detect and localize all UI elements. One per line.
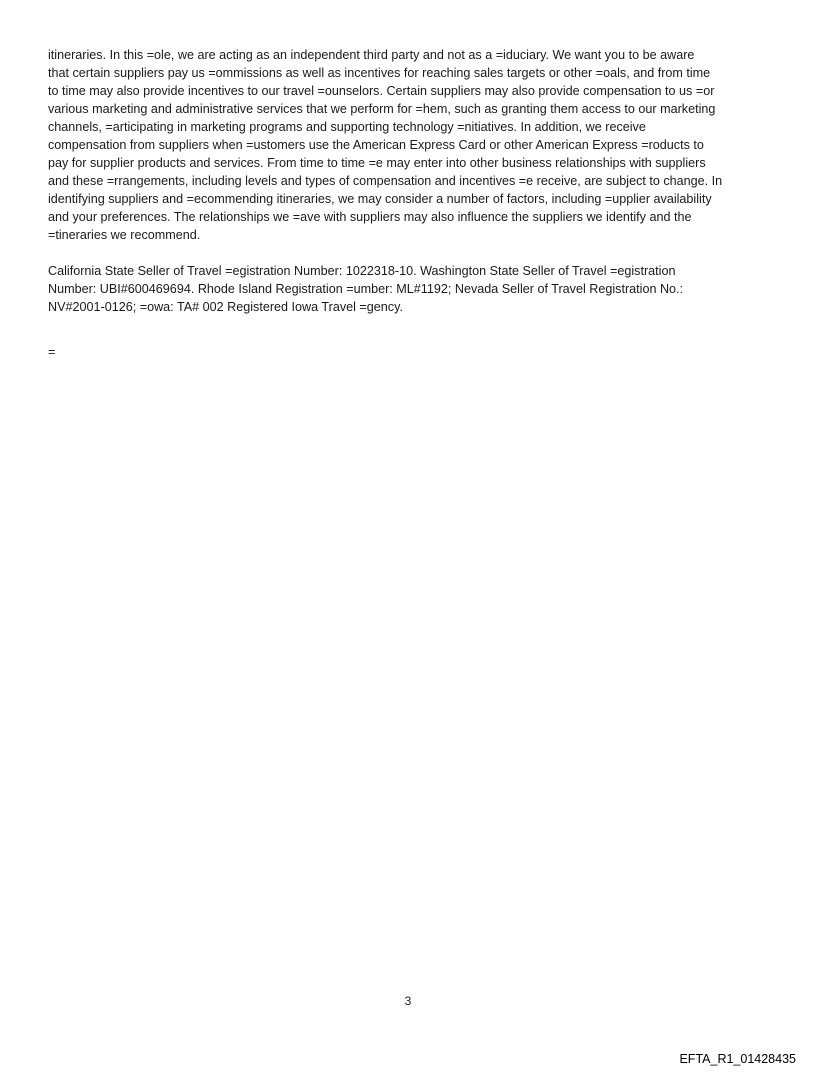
- document-id-stamp: EFTA_R1_01428435: [679, 1052, 796, 1066]
- paragraph-registration-numbers: California State Seller of Travel =egistration Number: 1022318-10. Washington State Seller of Travel =egistration Number: UBI#600469694. Rhode Island Registration =umber: ML#1192; Nevada Seller of Travel Registration No.: NV#2001-0126; =owa: TA# 002 Registered Iowa Travel =gency.: [48, 264, 684, 314]
- paragraph-supplier-relationships: itineraries. In this =ole, we are acting as an independent third party and not as a =iduciary. We want you to be aware that certain suppliers pay us =ommissions as well as incentives for reaching sales targets or other =oals, and from time to time may also provide incentives to our travel =ounselors. Certain suppliers may also provide compensation to us =or various marketing and administrative services that we perform for =hem, such as granting them access to our marketing channels, =articipating in marketing programs and supporting technology =nitiatives. In addition, we receive compensation from suppliers when =ustomers use the American Express Card or other American Express =roducts to pay for supplier products and services. From time to time =e may enter into other business relationships with suppliers and these =rrangements, including levels and types of compensation and incentives =e receive, are subject to change. In identifying suppliers and =ecommending itineraries, we may consider a number of factors, including =upplier availability and your preferences. The relationships we =ave with suppliers may also influence the suppliers we identify and the =tineraries we recommend.: [48, 48, 723, 242]
- page-number: 3: [404, 994, 412, 1008]
- trailing-equals-mark: =: [48, 345, 56, 359]
